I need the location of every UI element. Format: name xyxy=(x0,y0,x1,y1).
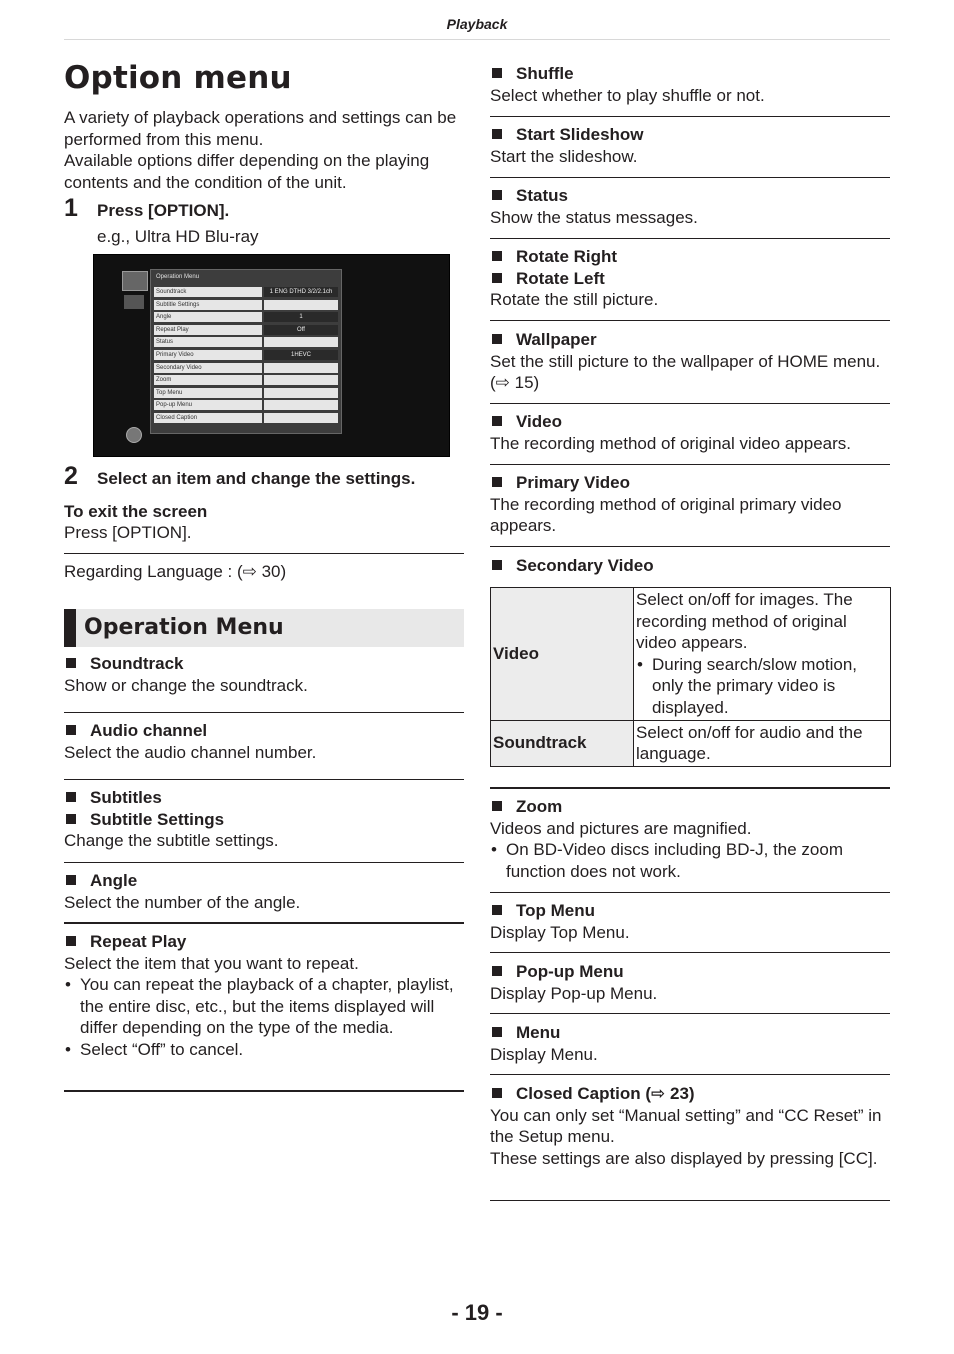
divider xyxy=(490,116,890,117)
option-item xyxy=(490,555,890,577)
bullet-note: • You can repeat the playback of a chapter, playlist, the entire disc, etc., but the items displayed will differ depending on the type of the media. xyxy=(64,974,464,1039)
option-description: These settings are also displayed by pressing [CC]. xyxy=(490,1148,878,1168)
osd-row-value: 1 xyxy=(264,312,338,322)
option-heading: Zoom xyxy=(490,796,890,818)
divider xyxy=(490,1013,890,1014)
bullet-note: • On BD-Video discs including BD-J, the zoom function does not work. xyxy=(490,839,890,882)
osd-row xyxy=(154,300,338,310)
section-title: Operation Menu xyxy=(84,615,284,640)
option-item xyxy=(64,870,464,913)
option-item xyxy=(490,63,890,106)
option-item xyxy=(490,900,890,943)
option-description: Display Top Menu. xyxy=(490,922,630,942)
osd-row-value xyxy=(264,400,338,410)
option-item xyxy=(490,185,890,228)
page-number: - 19 - xyxy=(451,1300,503,1325)
option-heading: Subtitles xyxy=(64,787,464,809)
option-item xyxy=(490,1022,890,1065)
bullet-note: • During search/slow motion, only the primary video is displayed. xyxy=(636,654,888,719)
divider xyxy=(64,779,464,780)
option-description: The recording method of original primary video appears. xyxy=(490,494,842,536)
osd-row-label: Secondary Video xyxy=(154,363,262,373)
divider xyxy=(490,403,890,404)
divider xyxy=(490,787,890,789)
osd-row xyxy=(154,325,338,335)
osd-row-label: Soundtrack xyxy=(154,287,262,297)
option-description: Select the item that you want to repeat. xyxy=(64,953,359,973)
step-instruction: Press [OPTION]. xyxy=(97,201,230,220)
osd-row xyxy=(154,312,338,322)
option-description: You can only set “Manual setting” and “CC Reset” in the Setup menu. xyxy=(490,1105,882,1147)
option-item xyxy=(490,1083,890,1169)
option-description: Change the subtitle settings. xyxy=(64,831,279,851)
osd-row-value xyxy=(264,388,338,398)
option-heading: Soundtrack xyxy=(64,653,464,675)
option-heading: Closed Caption (⇨ 23) xyxy=(490,1083,890,1105)
osd-row-label: Primary Video xyxy=(154,350,262,360)
option-description: Show the status messages. xyxy=(490,207,698,227)
divider xyxy=(490,546,890,547)
option-heading: Audio channel xyxy=(64,720,464,742)
osd-row-value: Off xyxy=(264,325,338,335)
option-heading: Rotate Left xyxy=(490,268,890,290)
table-key: Video xyxy=(491,588,634,721)
table-value xyxy=(634,588,891,721)
option-description: Videos and pictures are magnified. xyxy=(490,818,752,838)
option-heading: Menu xyxy=(490,1022,890,1044)
option-heading: Primary Video xyxy=(490,472,890,494)
option-heading: Pop-up Menu xyxy=(490,961,890,983)
divider xyxy=(64,1090,464,1092)
osd-row-label: Pop-up Menu xyxy=(154,400,262,410)
osd-row-label: Repeat Play xyxy=(154,325,262,335)
option-item xyxy=(64,931,464,1061)
step-instruction: Select an item and change the settings. xyxy=(97,469,416,488)
page-title: Option menu xyxy=(64,60,292,96)
option-heading: Secondary Video xyxy=(490,555,890,577)
section-banner xyxy=(64,609,464,647)
option-description: Start the slideshow. xyxy=(490,146,638,166)
option-heading: Angle xyxy=(64,870,464,892)
intro-paragraph: A variety of playback operations and settings can be performed from this menu. xyxy=(64,108,457,149)
option-description: Rotate the still picture. xyxy=(490,290,659,310)
secondary-video-table xyxy=(490,587,891,767)
step-number: 2 xyxy=(64,462,78,490)
osd-row xyxy=(154,400,338,410)
option-description: The recording method of original video appears. xyxy=(490,433,851,453)
intro-paragraph: Available options differ depending on the playing contents and the condition of the unit. xyxy=(64,151,430,192)
table-key: Soundtrack xyxy=(491,720,634,766)
divider xyxy=(64,553,464,554)
osd-row-value: 1HEVC xyxy=(264,350,338,360)
osd-menu-title: Operation Menu xyxy=(156,274,200,280)
option-heading: Wallpaper xyxy=(490,329,890,351)
step-example: e.g., Ultra HD Blu-ray xyxy=(97,227,259,246)
osd-row xyxy=(154,375,338,385)
thumbnail-icon xyxy=(124,295,144,309)
banner-accent xyxy=(64,609,76,647)
osd-row xyxy=(154,413,338,423)
table-row xyxy=(491,720,891,766)
osd-row xyxy=(154,388,338,398)
osd-row-label: Status xyxy=(154,337,262,347)
osd-row-value xyxy=(264,300,338,310)
option-heading: Repeat Play xyxy=(64,931,464,953)
table-row xyxy=(491,588,891,721)
option-item xyxy=(490,796,890,882)
divider xyxy=(64,862,464,863)
option-item xyxy=(490,246,890,311)
step-number: 1 xyxy=(64,194,78,222)
option-description: Display Menu. xyxy=(490,1044,598,1064)
divider xyxy=(490,952,890,953)
option-heading: Rotate Right xyxy=(490,246,890,268)
osd-row-value xyxy=(264,413,338,423)
osd-row-label: Top Menu xyxy=(154,388,262,398)
osd-row xyxy=(154,337,338,347)
disc-icon xyxy=(126,427,142,443)
osd-row-label: Angle xyxy=(154,312,262,322)
running-header: Playback xyxy=(64,16,890,40)
option-item xyxy=(490,472,890,537)
option-heading: Top Menu xyxy=(490,900,890,922)
osd-row xyxy=(154,350,338,360)
divider xyxy=(64,712,464,713)
divider xyxy=(490,238,890,239)
option-description: Select whether to play shuffle or not. xyxy=(490,85,765,105)
osd-row-value xyxy=(264,337,338,347)
option-item xyxy=(490,329,890,394)
option-description: Set the still picture to the wallpaper of HOME menu. (⇨ 15) xyxy=(490,351,881,393)
osd-row-value xyxy=(264,375,338,385)
option-item xyxy=(64,720,464,763)
option-description: Show or change the soundtrack. xyxy=(64,675,308,695)
exit-heading: To exit the screen xyxy=(64,502,208,521)
osd-row-label: Closed Caption xyxy=(154,413,262,423)
divider xyxy=(490,177,890,178)
screen-illustration xyxy=(93,254,450,457)
option-description: Select the audio channel number. xyxy=(64,742,317,762)
table-value-text: Select on/off for images. The recording method of original video appears. xyxy=(636,590,853,653)
option-heading: Status xyxy=(490,185,890,207)
osd-row xyxy=(154,287,338,297)
option-item xyxy=(490,411,890,454)
osd-operation-menu xyxy=(150,269,342,434)
option-heading: Video xyxy=(490,411,890,433)
osd-row-label: Zoom xyxy=(154,375,262,385)
osd-row-value: 1 ENG DTHD 3/2/2.1ch xyxy=(264,287,338,297)
intro-text xyxy=(64,107,464,193)
option-description: Display Pop-up Menu. xyxy=(490,983,658,1003)
option-item xyxy=(64,787,464,852)
osd-row-value xyxy=(264,363,338,373)
exit-text: Press [OPTION]. xyxy=(64,523,192,542)
divider xyxy=(64,922,464,924)
divider xyxy=(490,1200,890,1201)
osd-row-label: Subtitle Settings xyxy=(154,300,262,310)
osd-row xyxy=(154,363,338,373)
divider xyxy=(490,464,890,465)
divider xyxy=(490,320,890,321)
option-heading: Shuffle xyxy=(490,63,890,85)
option-description: Select the number of the angle. xyxy=(64,892,301,912)
option-item xyxy=(64,653,464,696)
divider xyxy=(490,1074,890,1075)
language-reference: Regarding Language : (⇨ 30) xyxy=(64,562,287,581)
option-item xyxy=(490,124,890,167)
option-heading: Subtitle Settings xyxy=(64,809,464,831)
table-value: Select on/off for audio and the language. xyxy=(634,720,891,766)
option-item xyxy=(490,961,890,1004)
thumbnail-icon xyxy=(122,271,148,291)
divider xyxy=(490,892,890,893)
bullet-note: • Select “Off” to cancel. xyxy=(64,1039,464,1061)
option-heading: Start Slideshow xyxy=(490,124,890,146)
